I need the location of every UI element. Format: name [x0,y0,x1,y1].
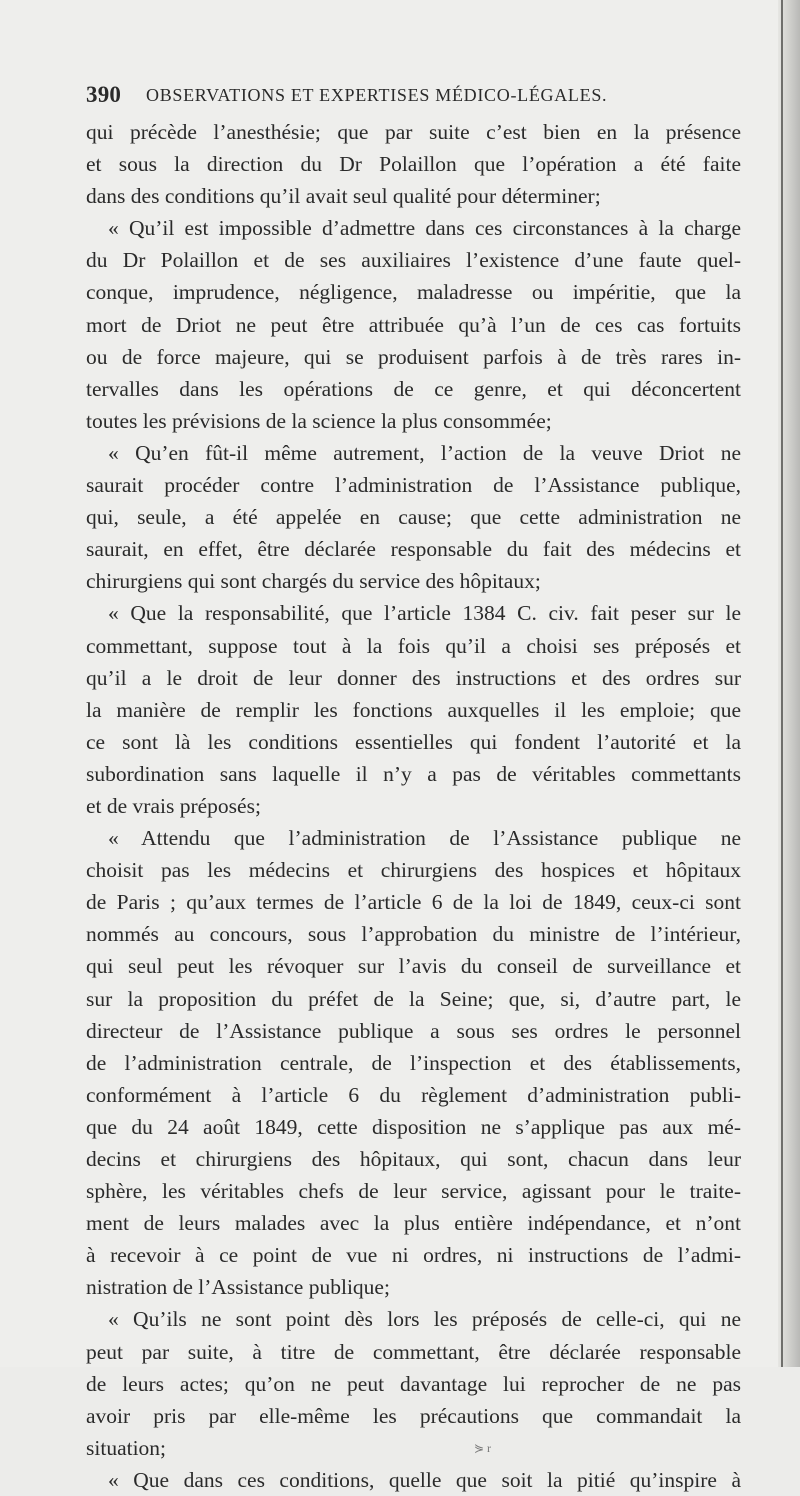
page-header [86,82,726,114]
text-line: du Dr Polaillon et de ses auxiliaires l’existence d’une faute quel- [86,248,741,273]
text-line: qui précède l’anesthésie; que par suite c’est bien en la présence [86,120,741,144]
text-line: sur la proposition du préfet de la Seine; que, si, d’autre part, le [86,986,741,1011]
text-line: sphère, les véritables chefs de leur service, agissant pour le traite- [86,1179,741,1204]
text-line: que du 24 août 1849, cette disposition ne s’applique pas aux mé- [86,1114,741,1139]
stray-print-mark: ⋟ r [474,1440,492,1455]
text-line: chirurgiens qui sont chargés du service des hôpitaux; [86,569,541,594]
page-binding-line [781,0,783,1367]
text-line: « Qu’en fût-il même autrement, l’action de la veuve Driot ne [108,440,741,465]
text-line: « Qu’ils ne sont point dès lors les préposés de celle-ci, qui ne [108,1307,741,1332]
text-line: ment de leurs malades avec la plus entière indépendance, et n’ont [86,1211,741,1236]
text-line: dans des conditions qu’il avait seul qualité pour déterminer; [86,184,601,209]
text-line: avoir pris par elle-même les précautions que commandait la [86,1403,741,1428]
text-line: qu’il a le droit de leur donner des instructions et des ordres sur [86,665,741,690]
text-line: mort de Driot ne peut être attribuée qu’à l’un de ces cas fortuits [86,312,741,337]
text-line: toutes les prévisions de la science la plus consommée; [86,408,552,433]
text-line: directeur de l’Assistance publique a sous ses ordres le personnel [86,1018,741,1043]
text-line: tervalles dans les opérations de ce genre, et qui déconcertent [86,376,741,401]
text-line: de leurs actes; qu’on ne peut davantage lui reprocher de ne pas [86,1371,741,1396]
text-line: subordination sans laquelle il n’y a pas de véritables commettants [86,761,741,786]
text-line: nistration de l’Assistance publique; [86,1275,390,1300]
page-number: 390 [86,82,122,107]
text-line: conformément à l’article 6 du règlement d’administration publi- [86,1082,741,1107]
text-line: « Attendu que l’administration de l’Assistance publique ne [108,826,741,851]
text-line: saurait, en effet, être déclarée responsable du fait des médecins et [86,537,741,562]
text-line: de Paris ; qu’aux termes de l’article 6 de la loi de 1849, ceux-ci sont [86,890,741,915]
running-title: OBSERVATIONS ET EXPERTISES MÉDICO-LÉGALES. [146,85,608,105]
text-line: qui seul peut les révoquer sur l’avis du conseil de surveillance et [86,954,741,979]
text-line: choisit pas les médecins et chirurgiens des hospices et hôpitaux [86,858,741,883]
text-line: conque, imprudence, négligence, maladresse ou impéritie, que la [86,280,741,305]
text-line: ce sont là les conditions essentielles qui fondent l’autorité et la [86,729,741,754]
text-line: nommés au concours, sous l’approbation du ministre de l’intérieur, [86,922,741,947]
text-line: peut par suite, à titre de commettant, être déclarée responsable [86,1339,741,1364]
text-line: la manière de remplir les fonctions auxquelles il les emploie; que [86,697,741,722]
text-line: decins et chirurgiens des hôpitaux, qui sont, chacun dans leur [86,1147,741,1171]
text-line: ou de force majeure, qui se produisent parfois à de très rares in- [86,344,741,369]
text-line: saurait procéder contre l’administration de l’Assistance publique, [86,473,741,498]
text-line: « Qu’il est impossible d’admettre dans ces circonstances à la charge [108,216,741,241]
body-text [86,116,741,1496]
text-line: de l’administration centrale, de l’inspection et des établissements, [86,1050,741,1075]
text-line: qui, seule, a été appelée en cause; que cette administration ne [86,505,741,530]
text-line-with-mark [86,1432,741,1464]
text-line: « Que dans ces conditions, quelle que soit la pitié qu’inspire à [108,1467,741,1492]
text-line: situation; [86,1435,167,1460]
text-line: et sous la direction du Dr Polaillon que l’opération a été faite [86,152,741,177]
text-line: « Que la responsabilité, que l’article 1384 C. civ. fait peser sur le [108,601,741,626]
text-line: commettant, suppose tout à la fois qu’il a choisi ses préposés et [86,633,741,658]
text-line: et de vrais préposés; [86,793,261,818]
text-line: à recevoir à ce point de vue ni ordres, ni instructions de l’admi- [86,1243,741,1268]
